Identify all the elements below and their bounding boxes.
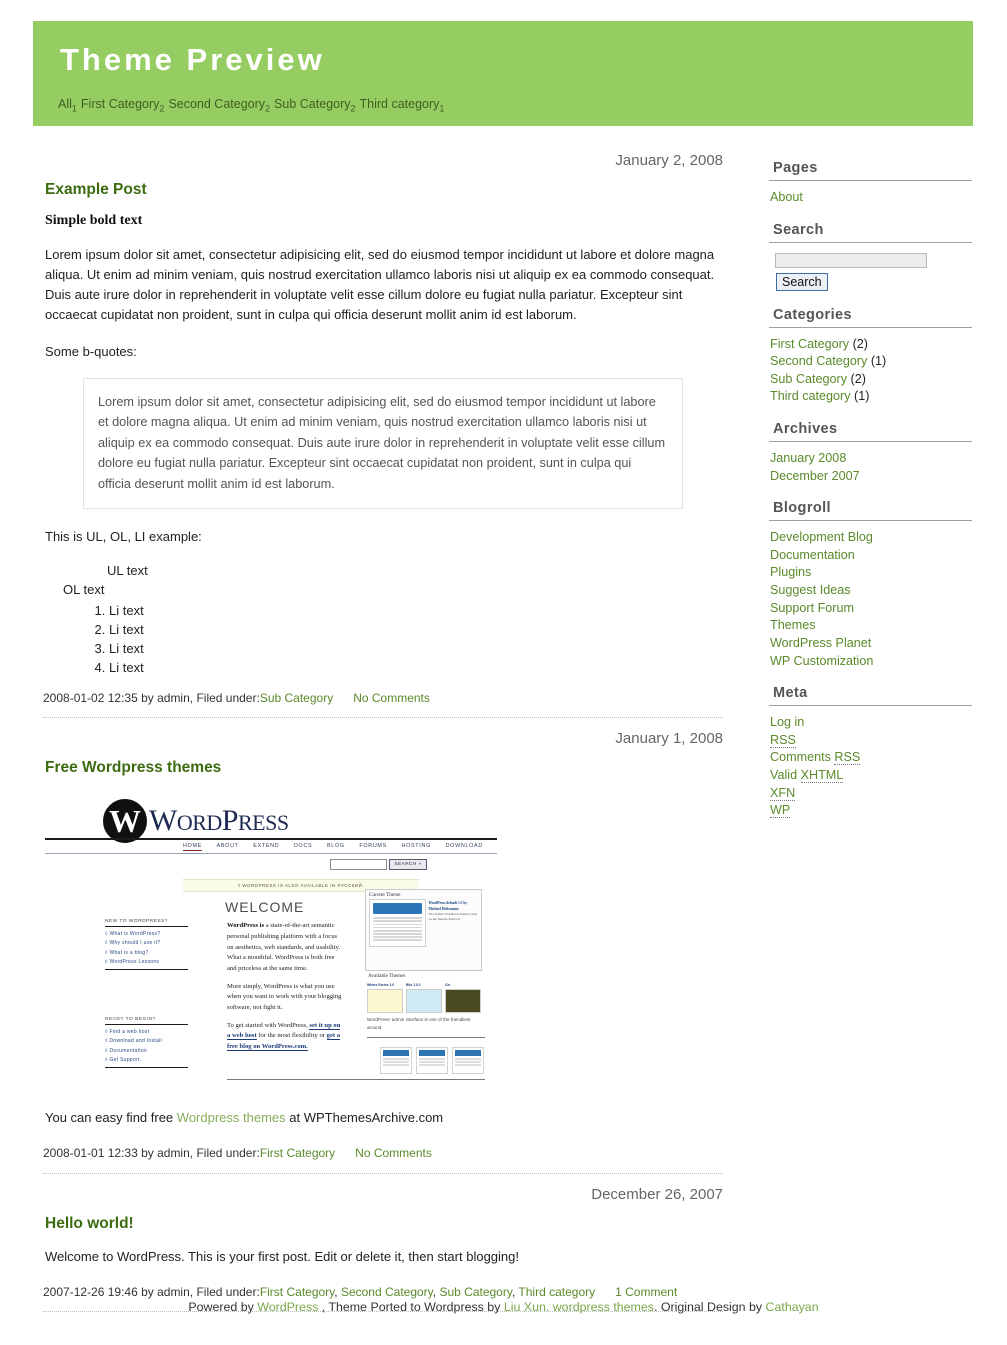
sidebar-link-sub-category[interactable]: Sub Category (770, 371, 848, 386)
list-item (770, 714, 972, 731)
post-category-link[interactable]: Sub Category (259, 690, 334, 705)
list-item (770, 336, 972, 353)
list-item (770, 600, 972, 617)
current-theme-panel (365, 889, 482, 971)
language-notice: ◊ WORDPRESS IS ALSO AVAILABLE IN РУССКИЙ. (183, 879, 419, 892)
post-timestamp: 2008-01-01 12:33 (43, 1146, 138, 1161)
sidebar-heading: Archives (769, 421, 972, 442)
category-count: (1) (867, 354, 887, 369)
sidebar-heading: Pages (769, 160, 972, 181)
body-link: set it up on a web host (227, 1021, 341, 1040)
post-hello-world (43, 1186, 723, 1313)
meta-token: RSS (770, 732, 796, 747)
sidebar-section-meta (769, 685, 972, 819)
sidebar-link-third-category[interactable]: Third category (770, 389, 851, 404)
sidebar-link-wp[interactable] (770, 803, 790, 818)
sidebar-section-categories (769, 307, 972, 405)
body-text: for the most flexibility or (256, 1032, 327, 1040)
sidebar-heading: Categories (769, 307, 972, 328)
divider (367, 1037, 485, 1038)
meta-token: Comments (770, 750, 831, 765)
thumbnail-row (380, 1047, 484, 1074)
list-item (770, 802, 972, 819)
post-meta: 2007-12-26 19:46 by admin, Filed under:First Category, Second Category, Sub Category, Third category 1 Comment (43, 1283, 723, 1312)
ordered-list (91, 603, 723, 675)
nav-item-count: 1 (439, 103, 445, 114)
sidebar (769, 160, 972, 835)
sidebar-list (769, 189, 972, 206)
meta-token: RSS (834, 750, 861, 765)
sidebar-heading: Blogroll (769, 500, 972, 521)
sidebar-link-second-category[interactable]: Second Category (770, 354, 868, 369)
body-paragraph: More simply, WordPress is what you use when you want to work with your blogging software, not fight it. (227, 982, 342, 1011)
list-item (770, 653, 972, 670)
caption-text-before: You can easy find free (45, 1110, 177, 1126)
theme-card (367, 983, 403, 1013)
column-item: ◊ Find a web host (105, 1029, 150, 1036)
post-meta (43, 689, 723, 718)
footer-wordpress-link[interactable]: WordPress (257, 1300, 319, 1314)
column-item: ◊ Get Support. (105, 1056, 142, 1063)
category-count: (2) (847, 371, 866, 386)
meta-token: WP (770, 803, 791, 818)
post-date: December 26, 2007 (591, 1185, 723, 1203)
sidebar-link-rss[interactable] (770, 733, 796, 748)
list-item (770, 353, 972, 370)
post-paragraph: Lorem ipsum dolor sit amet, consectetur adipisicing elit, sed do eiusmod tempor incididunt ut labore et dolore magna aliqua. Ut enim ad minim veniam, quis nostrud exercitation ullamco laboris nisi ut aliquip ex ea commodo consequat. Duis aute irure dolor in reprehenderit in voluptate velit esse cillum dolore eu fugiat nulla pariatur. Excepteur sint occaecat cupidatat non proident, sunt in culpa qui officia deserunt mollit anim id est laborum. (45, 247, 715, 323)
post-free-wordpress-themes (43, 730, 723, 1174)
sidebar-link-wordpress-planet[interactable]: WordPress Planet (770, 635, 872, 650)
main-content (43, 152, 723, 1324)
nav-item-count: 2 (265, 103, 271, 114)
body-text: a state-of-the-art semantic personal publishing platform with a focus on aesthetics, web standards, and usability. What a mouthful. WordPress is both free and priceless at the same time. (227, 922, 341, 972)
welcome-heading: WELCOME (225, 899, 305, 916)
wordpress-search-input (330, 859, 387, 870)
list-item: 2. Li text (109, 622, 723, 637)
sidebar-list (769, 714, 972, 819)
post-timestamp: 2008-01-02 12:35 (43, 690, 138, 705)
ordered-list-label: OL text (63, 581, 105, 597)
list-item: UL text (107, 562, 148, 578)
sidebar-link-first-category[interactable]: First Category (770, 336, 850, 351)
sidebar-heading: Meta (769, 685, 972, 706)
sidebar-link-plugins[interactable]: Plugins (770, 565, 812, 580)
sidebar-link-xfn[interactable] (770, 786, 795, 801)
post-title[interactable]: Free Wordpress themes (45, 759, 222, 777)
search-button[interactable]: Search (776, 273, 828, 291)
wordmark-w: W (149, 804, 177, 838)
body-paragraph (227, 921, 342, 974)
list-item (770, 732, 972, 749)
wp-nav-docs: DOCS (293, 843, 313, 850)
divider (105, 969, 188, 970)
wp-nav-home: HOME (183, 843, 202, 850)
post-caption (45, 1108, 723, 1128)
wp-nav-extend: EXTEND (253, 843, 280, 850)
new-to-wordpress-column (105, 919, 188, 970)
panel-description (428, 899, 478, 947)
column-item: ◊ WordPress Lessons (105, 958, 160, 965)
sidebar-link-about[interactable]: About (770, 190, 803, 204)
sidebar-link-valid-xhtml[interactable] (770, 768, 843, 783)
panel-desc: The default WordPress theme based on the famous Kubrick. (428, 911, 478, 922)
body-bold: WordPress is (227, 922, 265, 930)
thumbnail (416, 1047, 448, 1074)
sidebar-heading: Search (769, 222, 972, 243)
theme-preview (406, 989, 442, 1013)
thumbnail (380, 1047, 412, 1074)
nav-item-all[interactable]: All (58, 97, 72, 111)
wordmark-ord: ORD (176, 810, 222, 836)
meta-token: Valid (770, 767, 798, 782)
wordpress-screenshot-image (45, 791, 497, 1096)
wordmark-p: P (221, 804, 238, 838)
post-category-link[interactable]: Third category (518, 1284, 596, 1299)
sidebar-link-suggest-ideas[interactable]: Suggest Ideas (770, 583, 851, 598)
wordpress-logo (103, 799, 289, 843)
sidebar-link-january-2008[interactable]: January 2008 (770, 451, 847, 466)
footer-text: . Original Design by (653, 1300, 766, 1314)
list-item (770, 468, 972, 485)
sidebar-list (769, 450, 972, 484)
divider (227, 1079, 485, 1080)
nav-item-first-category[interactable]: First Category (80, 97, 160, 111)
meta-token: XFN (770, 785, 796, 800)
post-title[interactable]: Hello world! (45, 1214, 134, 1232)
theme-name: Blix 1.0.1 (406, 983, 421, 988)
caption-text-after: at WPThemesArchive.com (285, 1110, 444, 1126)
nav-item-count: 2 (350, 103, 356, 114)
body-text: To get started with WordPress, (227, 1021, 310, 1029)
available-themes-row (367, 983, 481, 1013)
list-item: 3. Li text (109, 641, 723, 656)
body-paragraph (227, 1021, 342, 1053)
column-heading: READY TO BEGIN? (105, 1017, 188, 1025)
category-count: (2) (849, 336, 868, 351)
column-item: ◊ What is a blog? (105, 949, 149, 956)
post-author-text: by admin, Filed under: (137, 1146, 260, 1161)
divider (105, 1067, 188, 1068)
list-item (770, 749, 972, 766)
nav-item-count: 2 (159, 103, 165, 114)
category-nav[interactable] (58, 97, 444, 114)
sidebar-link-development-blog[interactable]: Development Blog (770, 530, 873, 545)
sidebar-section-blogroll (769, 500, 972, 669)
ready-to-begin-column (105, 1017, 188, 1068)
sidebar-link-comments-rss[interactable] (770, 750, 860, 765)
list-item (770, 767, 972, 784)
post-category-link[interactable]: Second Category (340, 1284, 433, 1299)
list-item (770, 635, 972, 652)
blockquote-label: Some b-quotes: (45, 343, 137, 359)
site-footer (0, 1300, 1007, 1314)
post-category-link[interactable]: First Category (259, 1284, 335, 1299)
wp-nav-forums: FORUMS (359, 843, 387, 850)
panel-label: Current Theme (369, 892, 401, 899)
column-item: ◊ Documentation (105, 1047, 147, 1054)
wp-nav-hosting: HOSTING (401, 843, 431, 850)
theme-preview (367, 989, 403, 1013)
wordpress-themes-link[interactable]: Wordpress themes (176, 1110, 286, 1126)
post-author-text: by admin, Filed under: (137, 1284, 260, 1299)
post-title[interactable]: Example Post (45, 181, 147, 198)
wordmark-ress: RESS (237, 810, 289, 836)
sidebar-link-wp-customization[interactable]: WP Customization (770, 653, 874, 668)
sidebar-list (769, 336, 972, 405)
sidebar-list (769, 529, 972, 669)
post-comments-link[interactable]: No Comments (355, 1146, 432, 1161)
body-link: get a free blog on WordPress.com. (227, 1032, 341, 1050)
sidebar-link-log-in[interactable]: Log in (770, 715, 805, 730)
column-item: ◊ What is WordPress? (105, 931, 161, 938)
post-category-link[interactable]: Sub Category (439, 1284, 512, 1299)
post-timestamp: 2007-12-26 19:46 (43, 1284, 138, 1299)
site-title: Theme Preview (60, 42, 325, 77)
sidebar-link-documentation[interactable]: Documentation (770, 547, 855, 562)
screenshot-caption: WordPress' admin interface is one of the friendliest around. (367, 1017, 471, 1030)
list-item (770, 450, 972, 467)
nav-item-count: 1 (71, 103, 77, 114)
divider (45, 838, 497, 840)
list-item (770, 529, 972, 546)
category-count: (1) (850, 389, 870, 404)
post-category-link[interactable]: First Category (259, 1146, 336, 1161)
wp-nav-about: ABOUT (216, 843, 239, 850)
sidebar-link-support-forum[interactable]: Support Forum (770, 600, 854, 615)
post-comments-link[interactable]: 1 Comment (615, 1284, 678, 1299)
unordered-list (67, 563, 723, 578)
site-header (33, 21, 973, 126)
sidebar-section-search (769, 222, 972, 291)
thumbnail (452, 1047, 484, 1074)
meta-token: XHTML (800, 767, 844, 782)
post-meta (43, 1144, 723, 1173)
sidebar-section-pages (769, 160, 972, 206)
column-item: ◊ Download and Install (105, 1038, 162, 1045)
panel-title: WordPress default 1.5 by Michael Heilemann (428, 901, 468, 911)
column-item: ◊ Why should I use it? (105, 940, 161, 947)
theme-card (445, 983, 481, 1013)
footer-author-link[interactable]: Liu Xun. wordpress themes (503, 1300, 654, 1314)
theme-card (406, 983, 442, 1013)
nav-item-second-category[interactable]: Second Category (168, 97, 266, 111)
wp-nav-download: DOWNLOAD (445, 843, 483, 850)
wp-nav-blog: BLOG (326, 843, 345, 850)
wordpress-search-button: SEARCH » (389, 859, 427, 870)
wordpress-wordmark (149, 804, 289, 838)
list-item (770, 547, 972, 564)
sidebar-link-themes[interactable]: Themes (770, 618, 816, 633)
post-date: January 2, 2008 (615, 152, 723, 169)
list-item: 4. Li text (109, 660, 723, 675)
post-author-text: by admin, Filed under: (137, 690, 260, 705)
post-subheading: Simple bold text (45, 213, 143, 228)
theme-thumbnail (369, 899, 426, 947)
list-item (770, 582, 972, 599)
wordpress-body-text (227, 921, 342, 1059)
blockquote: Lorem ipsum dolor sit amet, consectetur adipisicing elit, sed do eiusmod tempor incididunt ut labore et dolore magna aliqua. Ut enim ad minim veniam, quis nostrud exercitation ullamco laboris nisi ut aliquip ex ea commodo consequat. Duis aute irure dolor in reprehenderit in voluptate velit esse cillum dolore eu fugiat nulla pariatur. Excepteur sint occaecat cupidatat non proident, sunt in culpa qui officia deserunt mollit anim id est laborum. (83, 378, 683, 509)
list-item (770, 617, 972, 634)
list-item (770, 785, 972, 802)
wordpress-site-nav (183, 843, 483, 851)
post-paragraph: Welcome to WordPress. This is your first post. Edit or delete it, then start blogging! (45, 1248, 519, 1264)
list-item (770, 564, 972, 581)
footer-text: Powered by (188, 1300, 258, 1314)
nav-item-sub-category[interactable]: Sub Category (274, 97, 351, 111)
available-themes-label: Available Themes (368, 973, 406, 980)
list-label: This is UL, OL, LI example: (45, 528, 202, 544)
nav-item-third-category[interactable]: Third category (359, 97, 440, 111)
panel-content (366, 899, 481, 947)
footer-text: , Theme Ported to Wordpress by (318, 1300, 504, 1314)
post-example-post (43, 152, 723, 718)
list-item (770, 388, 972, 405)
sidebar-link-december-2007[interactable]: December 2007 (770, 468, 860, 483)
footer-designer-link[interactable]: Cathayan (765, 1300, 819, 1314)
list-item (770, 189, 972, 206)
list-item: 1. Li text (109, 603, 723, 618)
list-item (770, 371, 972, 388)
post-date: January 1, 2008 (615, 730, 723, 748)
divider (45, 853, 497, 854)
theme-name: Cie (445, 983, 451, 988)
column-heading: NEW TO WORDPRESS? (105, 919, 188, 927)
theme-name: Where Series 1.0 (367, 983, 395, 988)
post-comments-link[interactable]: No Comments (353, 690, 430, 705)
sidebar-section-archives (769, 421, 972, 484)
theme-preview (445, 989, 481, 1013)
search-input[interactable] (775, 253, 927, 268)
wordpress-w-mark: W (103, 799, 147, 843)
